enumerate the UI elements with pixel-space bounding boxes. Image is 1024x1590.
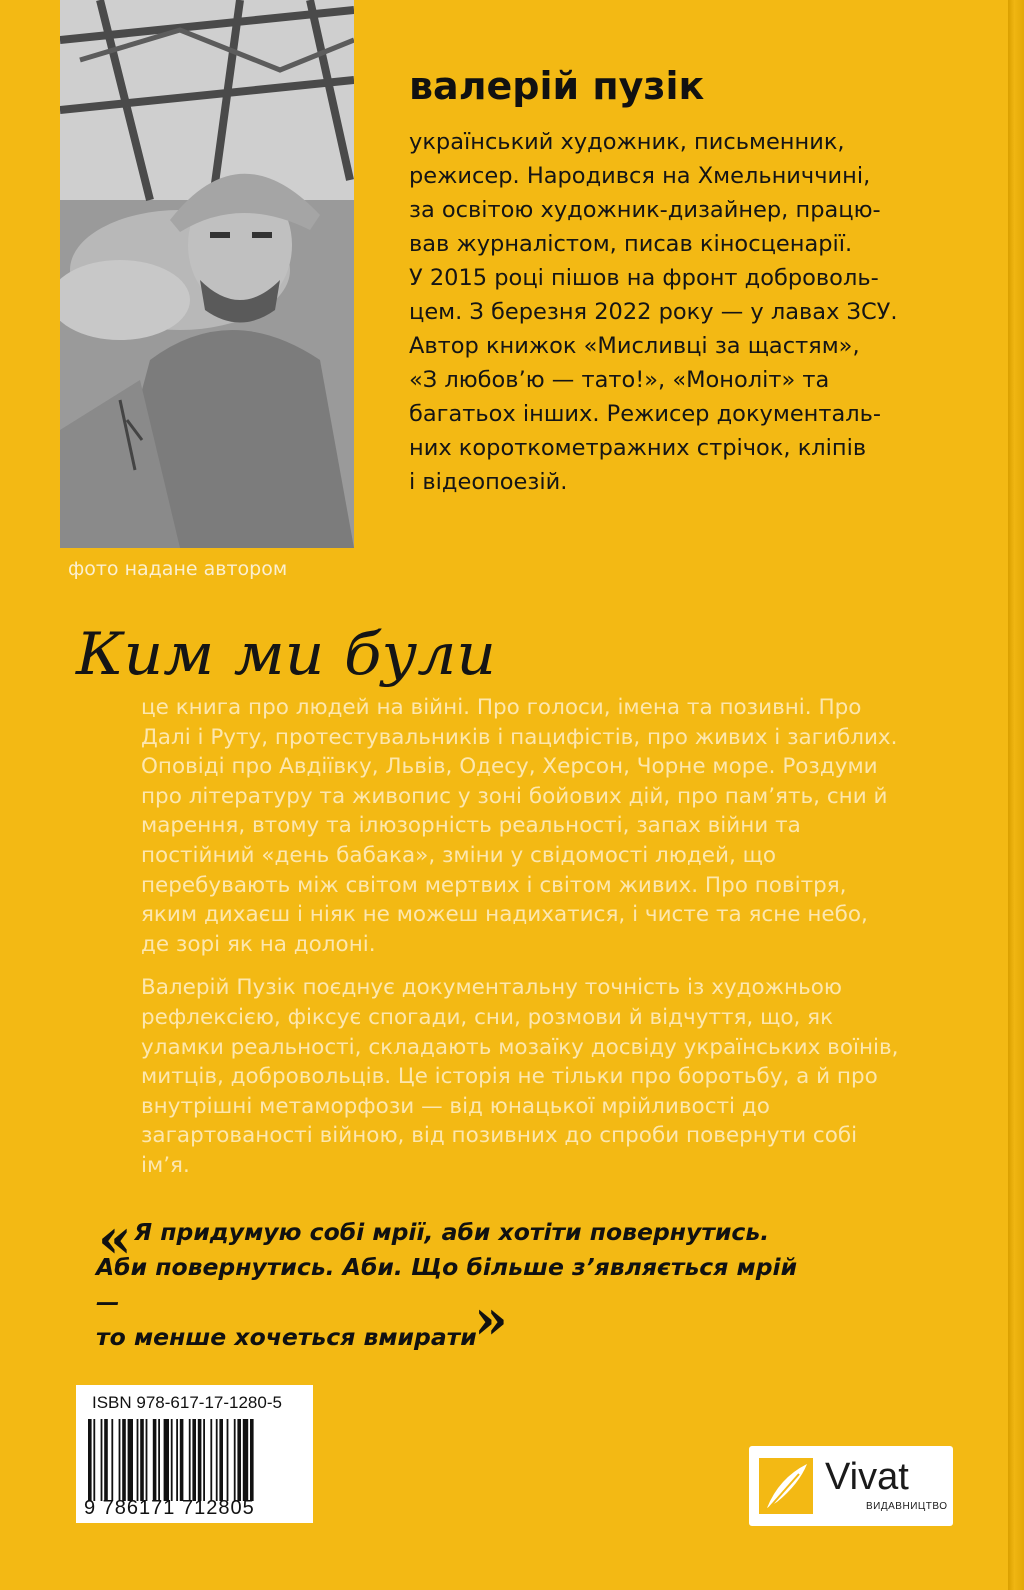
photo-credit: фото надане автором	[68, 558, 288, 580]
barcode-bar	[104, 1419, 108, 1501]
publisher-logo	[749, 1446, 953, 1526]
barcode-bar	[93, 1419, 95, 1501]
quote	[96, 1215, 816, 1355]
barcode-bar	[192, 1419, 196, 1501]
barcode-bar	[237, 1419, 241, 1501]
barcode-bar	[122, 1419, 126, 1501]
bio-line: У 2015 році пішов на фронт доброволь-	[409, 265, 879, 291]
barcode-bar	[189, 1419, 191, 1501]
barcode-bar	[219, 1419, 223, 1501]
quote-line: Аби повернутись. Аби. Що більше з’являється мрій —	[96, 1253, 798, 1316]
bio-line: режисер. Народився на Хмельниччині,	[409, 163, 871, 189]
barcode-bar	[164, 1419, 169, 1501]
barcode-bar	[176, 1419, 178, 1501]
book-title: Ким ми були	[74, 620, 497, 688]
quote-line: Я придумую собі мрії, аби хотіти повернутись.	[134, 1218, 770, 1246]
bio-line: вав журналістом, писав кіносценарії.	[409, 231, 853, 257]
bio-line: Автор книжок «Мисливці за щастям»,	[409, 333, 860, 359]
isbn-label: ISBN 978-617-17-1280-5	[92, 1393, 282, 1412]
quote-open-mark: «	[98, 1206, 118, 1270]
barcode-bar	[88, 1419, 92, 1501]
barcode-bar	[137, 1419, 139, 1501]
book-description	[141, 693, 901, 1195]
feather-icon	[759, 1458, 813, 1514]
barcode-bar	[111, 1419, 113, 1501]
barcode-bar	[250, 1419, 254, 1501]
barcode-bar	[171, 1419, 173, 1501]
barcode-digits: 9 786171 712805	[84, 1497, 255, 1519]
barcode-bars	[88, 1419, 300, 1501]
barcode-bar	[128, 1419, 133, 1501]
barcode-bar	[140, 1419, 144, 1501]
barcode-bar	[180, 1419, 184, 1501]
barcode-bar	[227, 1419, 229, 1501]
barcode-bar	[153, 1419, 157, 1501]
barcode-bar	[119, 1419, 121, 1501]
bio-line: них короткометражних стрічок, кліпів	[409, 435, 867, 461]
author-photo	[60, 0, 354, 548]
publisher-name: Vivat	[825, 1456, 909, 1498]
barcode-bar	[101, 1419, 103, 1501]
spine-edge	[1008, 0, 1024, 1590]
bio-line: за освітою художник-дизайнер, працю-	[409, 197, 881, 223]
quote-line: то менше хочеться вмирати	[96, 1323, 477, 1351]
barcode-bar	[216, 1419, 218, 1501]
bio-line: український художник, письменник,	[409, 129, 845, 155]
bio-line: багатьох інших. Режисер документаль-	[409, 401, 882, 427]
barcode-bar	[146, 1419, 148, 1501]
barcode-bar	[158, 1419, 160, 1501]
description-paragraph: це книга про людей на війні. Про голоси, імена та позивні. Про Далі і Руту, протестувальників і пацифістів, про живих і загиблих. Оповіді про Авдіївку, Львів, Одесу, Херсон, Чорне море. Роздуми про літературу та живопис у зоні бойових дій, про пам’ять, сни й марення, втому та ілюзорність реальності, запах війни та постійний «день бабака», зміни у свідомості людей, що перебувають між світом мертвих і світом живих. Про повітря, яким дихаєш і ніяк не можеш надихатися, і чисте та ясне небо, де зорі як на долоні.	[141, 695, 898, 957]
author-bio	[409, 125, 949, 499]
barcode-bar	[243, 1419, 248, 1501]
bio-line: цем. З березня 2022 року — у лавах ЗСУ.	[409, 299, 898, 325]
barcode-bar	[203, 1419, 205, 1501]
author-name: валерій пузік	[409, 64, 705, 108]
publisher-subtitle: ВИДАВНИЦТВО	[866, 1501, 948, 1512]
barcode-bar	[210, 1419, 212, 1501]
description-paragraph: Валерій Пузік поєднує документальну точність із художньою рефлексією, фіксує спогади, сни, розмови й відчуття, що, як уламки реальності, складають мозаїку досвіду українських воїнів, митців, добровольців. Це історія не тільки про боротьбу, а й про внутрішні метаморфози — від юнацької мрійливості до загартованості війною, від позивних до спроби повернути собі ім’я.	[141, 975, 899, 1178]
book-title-script	[70, 612, 510, 694]
bio-line: «З любов’ю — тато!», «Моноліт» та	[409, 367, 830, 393]
barcode-bar	[234, 1419, 236, 1501]
barcode	[76, 1385, 313, 1523]
quote-close-mark: »	[474, 1287, 494, 1351]
barcode-bar	[198, 1419, 202, 1501]
bio-line: і відеопоезій.	[409, 469, 568, 495]
